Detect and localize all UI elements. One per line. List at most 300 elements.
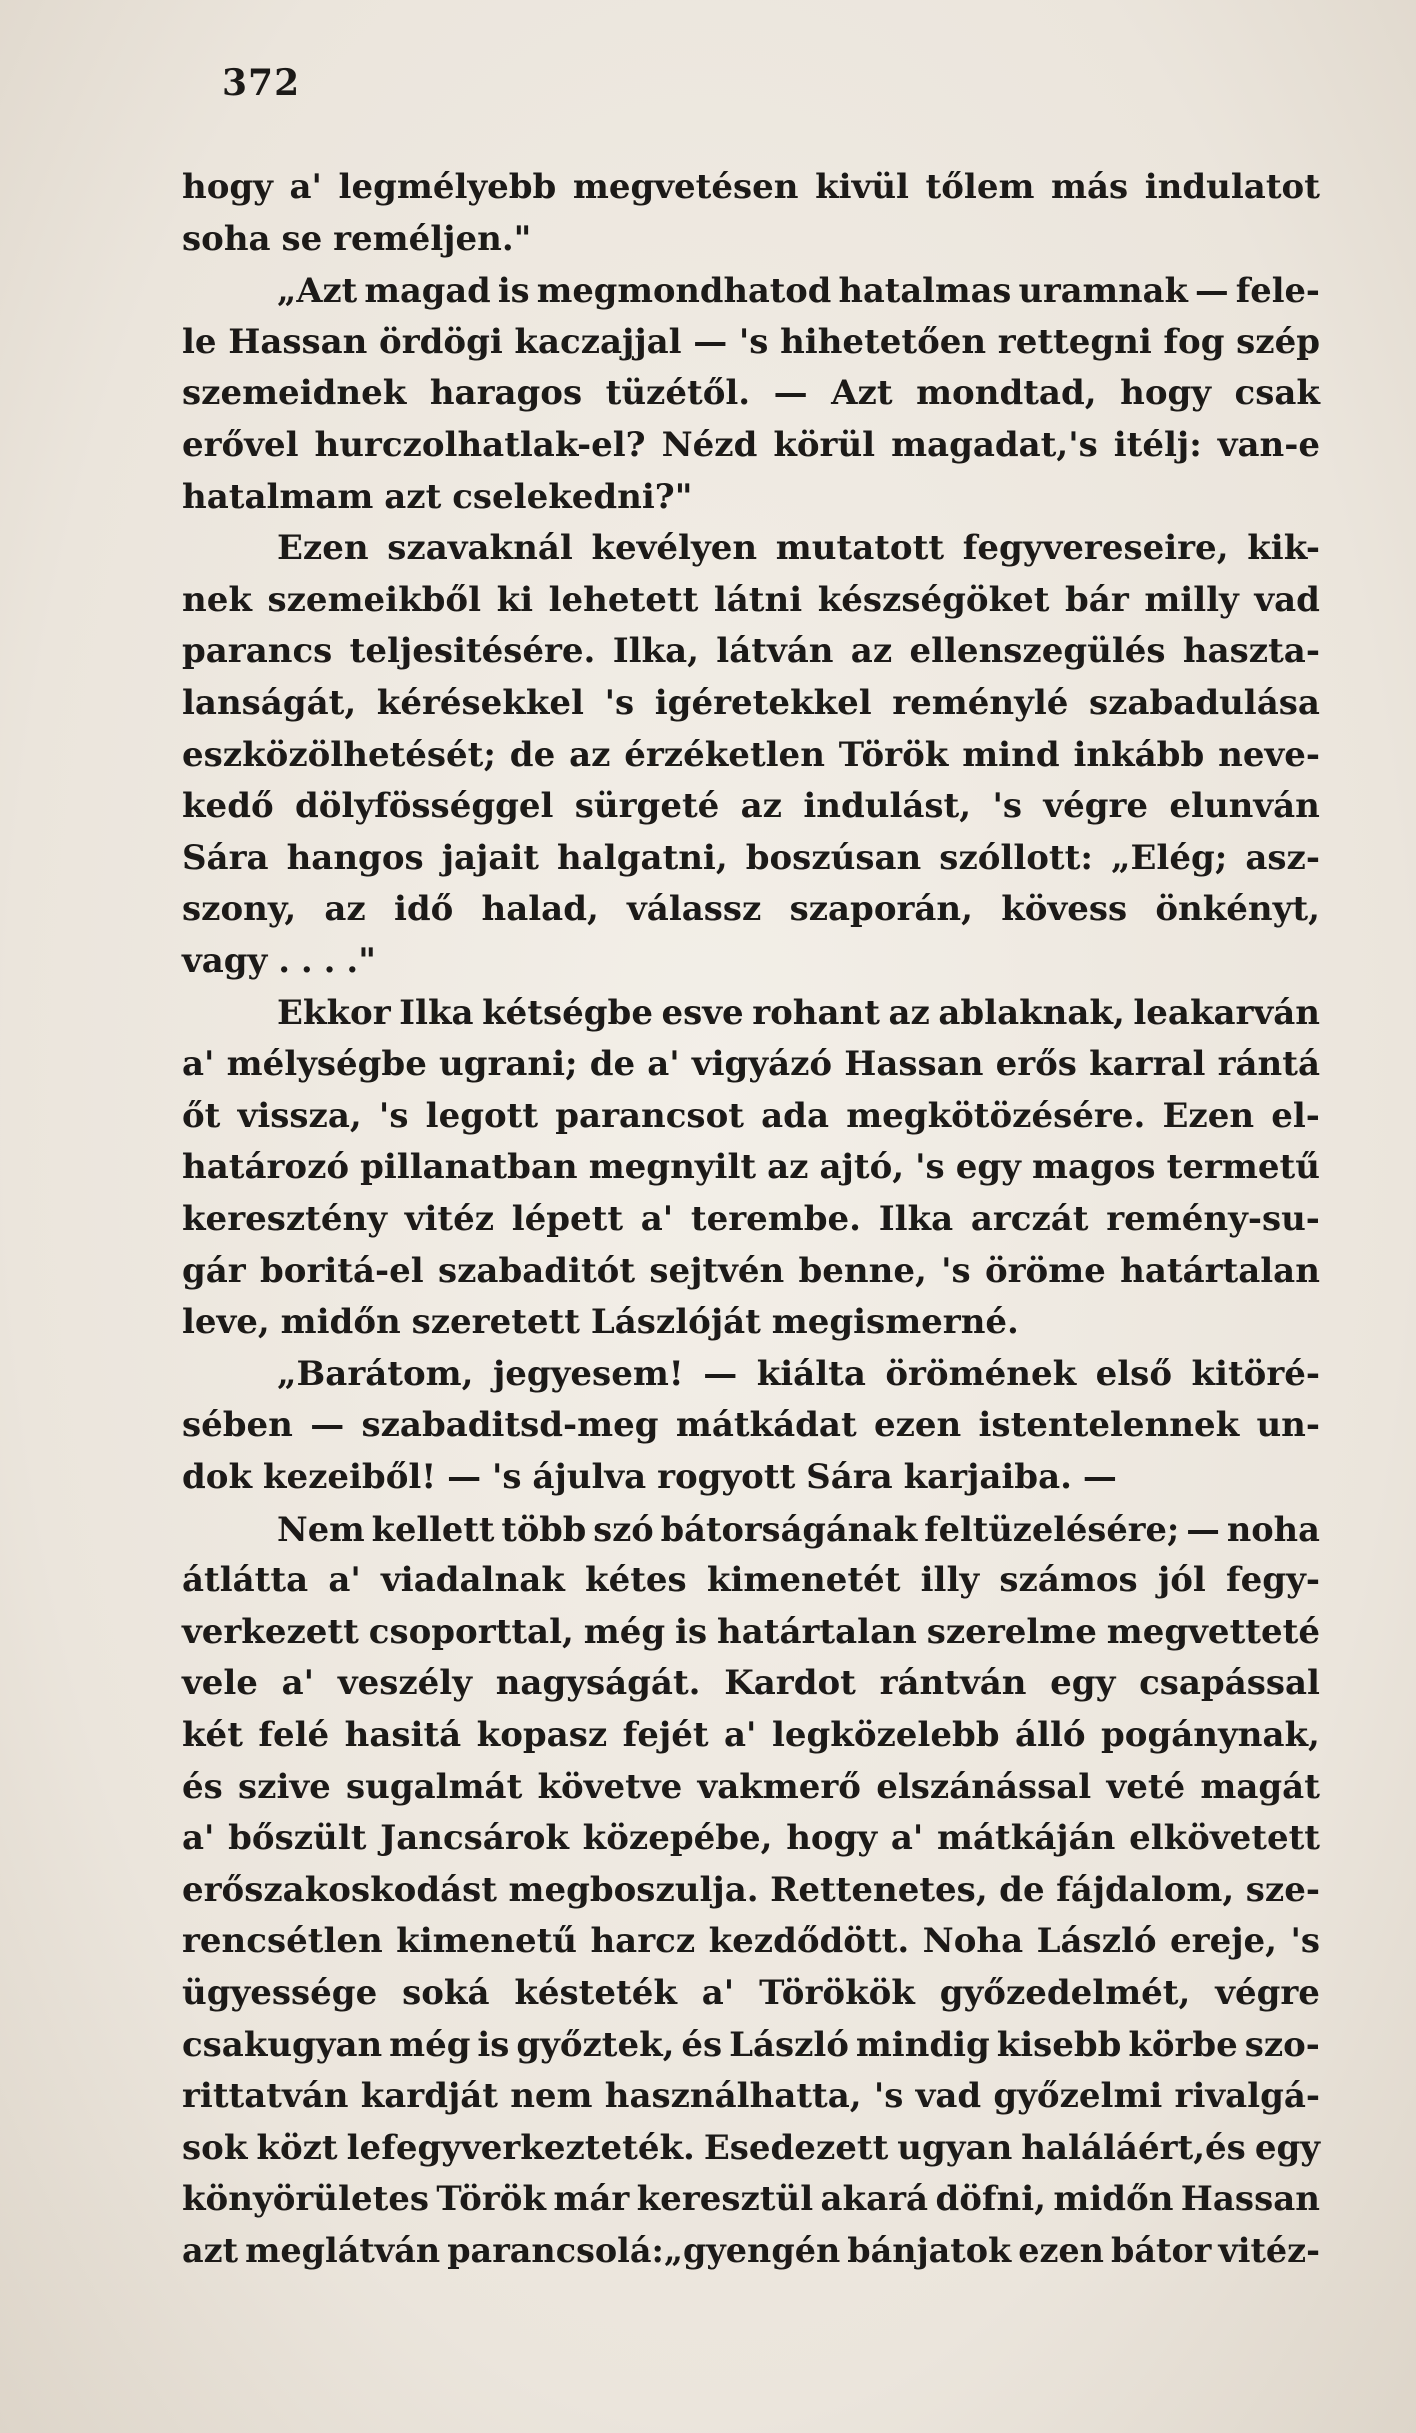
text-word: terembe. [690,1199,862,1239]
text-word: nem [510,2076,593,2117]
text-word: kimenetű [396,1921,578,1962]
text-word: azt [384,476,442,517]
text-line [182,1706,1320,1764]
text-word: noha [1226,1508,1320,1549]
text-word: megismerné. [771,1302,1019,1343]
text-word: neve- [1218,734,1320,775]
text-word: Esedezett [703,2127,889,2168]
text-word: 's [604,683,635,723]
text-word: a' [281,1663,315,1704]
text-word: Ekkor [277,992,391,1033]
text-word: . [323,941,336,981]
text-word: ügyessége [182,1973,378,2013]
text-word: a' [890,1818,924,1859]
text-word: örömének [885,1353,1077,1394]
text-word: felé [258,1715,330,1755]
text-word: kövess [1001,889,1128,930]
text-word: Kardot [724,1663,856,1704]
text-word: Ezen [1162,1095,1255,1136]
text-word: Törökök [759,1973,915,2013]
text-line [182,416,1320,474]
text-line [182,1138,1320,1196]
text-line [182,777,1320,835]
text-word: több [501,1508,587,1549]
text-word: parancsot [555,1095,744,1136]
text-word: az [850,631,893,672]
text-word: viadalnak [381,1560,565,1601]
text-word: „Elég; [1110,837,1228,878]
text-word: magát [1200,1766,1320,1807]
text-word: soha [182,218,271,259]
text-word: mutatott [775,528,945,569]
text-line [182,1861,1320,1919]
text-word: el- [1271,1095,1320,1136]
text-word: fele- [1235,270,1320,311]
text-word: Sára [806,1457,893,1497]
text-word: sugalmát [345,1766,523,1807]
text-line [182,261,1320,319]
text-word: legmélyebb [338,167,557,207]
text-word: az [740,786,782,827]
text-word: soká [402,1973,490,2013]
text-line [182,2067,1320,2125]
text-word: látván [716,631,834,672]
text-word: lépett [511,1199,624,1239]
text-word: mondtad, [916,373,1097,414]
text-word: könyörületes [182,2179,430,2220]
text-word: jól [1157,1560,1206,1601]
text-word: — [310,1405,345,1446]
text-word: válassz [627,889,762,930]
text-line [182,880,1320,938]
text-line [182,1190,1320,1248]
text-word: ada [761,1095,829,1136]
text-word: Hassan [844,1044,984,1085]
text-word: de [509,734,556,775]
text-word: öröme [984,1250,1106,1291]
text-word: erővel [182,425,299,465]
text-word: hurczolhatlak-el? [314,425,646,465]
text-word: 's [873,2076,904,2117]
text-word: az [569,734,611,775]
text-word: László [1036,1921,1157,1962]
text-word: Török [436,2179,546,2220]
text-line [182,2119,1320,2177]
text-word: sok [182,2127,248,2168]
text-word: feltüzelésére; [924,1508,1180,1549]
text-word: Nem [277,1508,365,1549]
text-line [182,1500,1320,1558]
text-word: . [300,941,313,981]
text-word: bánjatok [847,2231,1012,2270]
text-word: látni [713,579,803,620]
text-word: mátkáján [937,1818,1116,1859]
text-word: vitéz- [1218,2231,1320,2270]
text-word: leve, [182,1302,270,1343]
text-word: fájdalom, [1056,1869,1235,1910]
text-word: — [1186,1508,1220,1549]
text-word: kimenetét [706,1560,901,1601]
text-word: veté [1106,1766,1186,1807]
text-word: legott [425,1095,539,1136]
text-word: kétes [585,1560,687,1601]
text-word: vagy [182,941,268,981]
text-word: megvetteté [1106,1611,1320,1652]
text-word: ajtó, [819,1147,905,1188]
text-word: vissza, [237,1095,362,1136]
text-word: magos [1031,1147,1156,1188]
text-word: rogyott [657,1457,796,1497]
text-word: önkényt, [1155,889,1320,930]
text-word: — [447,1457,482,1497]
text-word: 's [491,1457,522,1497]
text-word: körbe [1128,2024,1238,2065]
text-word: mind [962,734,1060,775]
text-word: milly [1144,579,1239,620]
text-word: keresztül [636,2179,814,2220]
text-word: 's [915,1147,945,1188]
text-word: lehetett [548,579,699,620]
text-word: döfni, [935,2179,1046,2220]
text-word: Ilka [878,1199,954,1239]
text-line [182,571,1320,629]
text-word: mindig [855,2024,990,2065]
text-word: sze- [1245,1869,1320,1910]
text-word: megvetésen [572,167,799,207]
text-word: erős [995,1044,1077,1085]
text-word: fejét [622,1715,709,1755]
text-word: jegyesem! [492,1353,684,1394]
text-word: Ilka [399,992,474,1033]
text-line [182,2222,1320,2280]
text-word: mélységbe [226,1044,427,1085]
text-word: harcz [590,1921,696,1962]
text-word: a' [640,1199,674,1239]
text-line [182,829,1320,887]
text-word: kellett [371,1508,495,1549]
text-word: a' [701,1973,735,2013]
text-word: verkezett [182,1611,359,1652]
text-word: parancs [182,631,333,672]
text-word: szerelme [926,1611,1097,1652]
text-word: nagyságát. [495,1663,701,1704]
text-word: vitéz [404,1199,495,1239]
text-word: is [675,1611,708,1652]
text-line [182,1448,1320,1506]
text-word: kopasz [476,1715,608,1755]
text-word: szabaditsd-meg [361,1405,659,1446]
text-word: 's [378,1095,409,1136]
text-word: tőlem [925,167,1035,207]
text-word: készségöket [817,579,1050,620]
text-word: elkövetett [1129,1818,1320,1859]
text-word: karral [1089,1044,1206,1085]
text-word: Hassan [228,321,368,362]
text-word: kitöré- [1191,1353,1320,1394]
text-word: parancsolá:„gyengén [447,2231,841,2270]
text-word: a' [182,1818,215,1859]
text-word: dölyfösséggel [294,786,554,827]
text-word: teljesitésére. [349,631,596,672]
text-word: . [278,941,291,981]
text-word: győzedelmét, [939,1973,1191,2013]
text-word: a' [182,1044,215,1085]
text-word: egy [955,1147,1021,1188]
text-word: végre [1043,786,1149,827]
text-word: bátor [1111,2231,1212,2270]
text-word: csoporttal, [368,1611,574,1652]
text-word: megmondhatod [536,270,832,311]
text-word: vigyázó [691,1044,833,1085]
text-word: vad [915,2076,982,2117]
text-word: „Barátom, [277,1353,474,1394]
text-word: leakarván [1133,992,1320,1033]
text-word: arczát [970,1199,1089,1239]
text-line [182,210,1320,268]
text-word: vele [182,1663,258,1704]
text-word: kiálta [756,1353,866,1394]
text-line [182,1912,1320,1970]
text-line [182,2170,1320,2228]
text-word: midőn [280,1302,401,1343]
text-word: hasitá [344,1715,462,1755]
text-word: kétségbe [482,992,653,1033]
text-word: számos [999,1560,1138,1601]
text-word: keresztény [182,1199,387,1239]
text-word: közt [256,2127,338,2168]
text-word: rántván [879,1663,1027,1704]
text-line [182,1654,1320,1712]
text-word: pogánynak, [1101,1715,1320,1755]
text-word: szo- [1244,2024,1320,2065]
text-word: vad [1254,579,1320,620]
text-word: ki [496,579,534,620]
text-word: uramnak [1018,270,1188,311]
text-word: hogy [1120,373,1212,414]
text-word: reménylé [892,683,1069,723]
text-word: — [693,321,728,362]
text-word: un- [1256,1405,1320,1446]
text-word: Jancsárok [380,1818,569,1859]
text-word: sében [182,1405,293,1446]
text-line [182,1551,1320,1609]
text-word: szeretett [411,1302,580,1343]
text-word: Ilka, [612,631,699,672]
text-word: dok [182,1457,253,1497]
text-word: nek [182,579,252,620]
text-word: és [182,1766,223,1807]
text-word: bár [1065,579,1129,620]
text-line [182,1396,1320,1454]
text-word: rittatván [182,2076,349,2117]
text-word: jajait [441,837,539,878]
text-line [182,1345,1320,1403]
text-word: magadat,'s [891,425,1098,465]
text-line [182,984,1320,1042]
text-word: szavaknál [387,528,573,569]
text-word: kardját [360,2076,498,2117]
text-word: — [773,373,808,414]
text-word: kezeiből! [262,1457,437,1497]
text-word: remény-su- [1106,1199,1320,1239]
text-line [182,674,1320,732]
text-word: itélj: [1113,425,1202,465]
text-word: a' [724,1715,757,1755]
text-word: követve [537,1766,683,1807]
text-word: a' [328,1560,361,1601]
text-word: szó [593,1508,654,1549]
text-word: magad [364,270,491,311]
text-word: illy [920,1560,980,1601]
text-word: bőszült [228,1818,367,1859]
text-word: le [182,321,217,362]
text-word: Nézd [661,425,758,465]
text-word: azt [182,2231,239,2270]
text-word: Noha [922,1921,1024,1962]
text-word: midőn [1053,2179,1174,2220]
text-word: Lászlóját [590,1302,761,1343]
text-word: igéretekkel [654,683,872,723]
text-line [182,468,1320,526]
text-word: 's [992,786,1022,827]
text-word: istentelennek [978,1405,1240,1446]
text-word: cselekedni?" [452,476,693,517]
text-word: — [1194,270,1229,311]
text-word: rántá [1217,1044,1320,1085]
text-word: kedő [182,786,274,827]
text-word: csak [1234,373,1320,414]
text-word: határozó [182,1147,350,1188]
text-word: boszúsan [745,837,922,878]
text-word: a' [289,167,322,207]
text-word: körül [773,425,876,465]
text-word: termetű [1166,1147,1320,1188]
text-word: hogy [786,1818,878,1859]
text-word: mátkádat [675,1405,857,1446]
text-word: kevélyen [591,528,758,569]
text-word: hangos [286,837,424,878]
text-word: legközelebb [771,1715,1000,1755]
text-word: határtalan [717,1611,917,1652]
text-word: ablaknak, [938,992,1125,1033]
page-number: 372 [222,62,301,104]
text-word: haláláért,és [1021,2127,1246,2168]
text-line [182,1293,1320,1351]
text-word: használhatta, [604,2076,862,2117]
text-word: lefegyverkezteték. [346,2127,695,2168]
text-word: halad, [481,889,599,930]
text-word: kivül [815,167,909,207]
text-word: reméljen." [333,218,532,259]
text-line [182,726,1320,784]
text-word: „Azt [277,270,358,311]
text-word: se [281,218,323,259]
text-word: megkötözésére. [846,1095,1146,1136]
text-word: akará [820,2179,929,2220]
text-word: kezdődött. [708,1921,910,1962]
text-word: győztek, [516,2024,675,2065]
text-line [182,158,1320,216]
text-word: indulást, [803,786,972,827]
text-word: eszközölhetését; [182,734,496,775]
text-line [182,1242,1320,1300]
text-word: rivalgá- [1174,2076,1320,2117]
text-word: átlátta [182,1560,309,1601]
text-word: hatalmam [182,476,374,517]
text-word: rohant [752,992,880,1033]
text-word: ugyan [897,2127,1013,2168]
text-word: álló [1015,1715,1086,1755]
text-word: de [589,1044,636,1085]
text-word: ereje, [1170,1921,1277,1962]
text-word: kisebb [996,2024,1122,2065]
text-word: fegyvereseire, [962,528,1229,569]
text-word: ." [346,941,376,981]
text-word: fegy- [1226,1560,1320,1601]
text-word: és [681,2024,723,2065]
text-word: — [1082,1457,1117,1497]
text-word: 's [941,1250,971,1291]
text-word: karjaiba. [903,1457,1072,1497]
text-word: kik- [1247,528,1320,569]
text-word: Hassan [1180,2179,1320,2220]
text-word: sejtvén [649,1250,785,1291]
text-word: hogy [182,167,273,207]
text-word: veszély [337,1663,472,1704]
text-word: Török [838,734,949,775]
text-word: csapással [1139,1663,1320,1704]
text-word: de [999,1869,1045,1910]
text-word: László [729,2024,849,2065]
text-word: szaporán, [789,889,973,930]
text-word: — [703,1353,738,1394]
text-word: szony, [182,889,297,930]
text-word: 's [738,321,769,362]
text-line [182,313,1320,371]
text-word: első [1095,1353,1172,1394]
text-word: meglátván [245,2231,441,2270]
text-word: szép [1236,321,1320,362]
text-line [182,1087,1320,1145]
text-word: van-e [1217,425,1320,465]
text-word: megnyilt [588,1147,757,1188]
text-word: ördögi [379,321,503,362]
text-word: elunván [1169,786,1320,827]
text-word: lanságát, [182,683,357,723]
text-word: Rettenetes, [770,1869,988,1910]
text-word: sürgeté [574,786,720,827]
text-word: halgatni, [557,837,728,878]
text-word: rettegni [997,321,1152,362]
text-word: tüzétől. [605,373,751,414]
text-word: az [324,889,366,930]
text-word: szemeikből [267,579,482,620]
text-word: két [182,1715,243,1755]
text-word: őt [182,1095,221,1136]
text-word: csakugyan [182,2024,383,2065]
text-word: ellenszegülés [909,631,1166,672]
text-line [182,1603,1320,1661]
text-word: megboszulja. [508,1869,759,1910]
text-word: hatalmas [838,270,1012,311]
text-word: inkább [1073,734,1205,775]
text-line [182,364,1320,422]
text-word: késteték [514,1973,677,2013]
text-word: haszta- [1182,631,1320,672]
text-word: egy [1254,2127,1320,2168]
text-word: még [389,2024,471,2065]
text-word: határtalan [1120,1250,1320,1291]
